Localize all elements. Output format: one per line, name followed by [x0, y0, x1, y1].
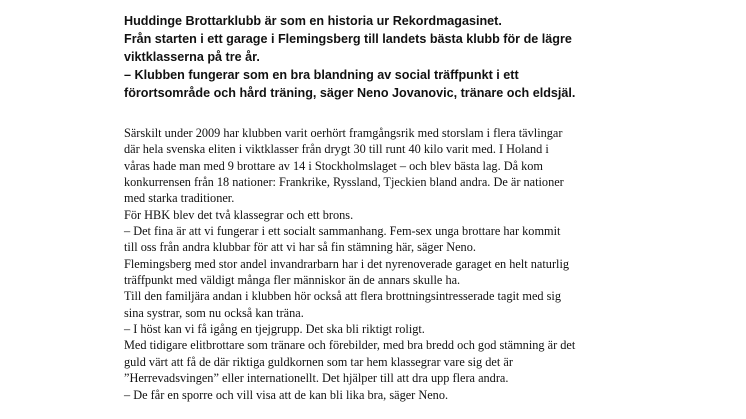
- body-line: ”Herrevadsvingen” eller internationellt. Det hjälper till att dra upp flera andra.: [124, 371, 509, 386]
- body-line: till oss från andra klubbar för att vi har så fin stämning här, säger Neno.: [124, 240, 476, 255]
- lead-line: viktklasserna på tre år.: [124, 49, 260, 64]
- body-line: – De får en sporre och vill visa att de kan bli lika bra, säger Neno.: [124, 387, 449, 402]
- article-body: [124, 125, 624, 403]
- lead-line: Huddinge Brottarklubb är som en historia ur Rekordmagasinet.: [124, 14, 502, 28]
- lead-line: Från starten i ett garage i Flemingsberg till landets bästa klubb för de lägre: [124, 31, 572, 46]
- lead-line: förortsområde och hård träning, säger Neno Jovanovic, tränare och eldsjäl.: [124, 85, 576, 100]
- body-line: – I höst kan vi få igång en tjejgrupp. Det ska bli riktigt roligt.: [124, 322, 425, 337]
- body-line: – Det fina är att vi fungerar i ett socialt sammanhang. Fem-sex unga brottare har kommit: [124, 224, 561, 239]
- body-line: Till den familjära andan i klubben hör också att flera brottningsintresserade tagit med sig: [124, 289, 561, 304]
- body-line: med starka traditioner.: [124, 191, 235, 206]
- article-lead: [124, 13, 624, 103]
- body-line: För HBK blev det två klassegrar och ett brons.: [124, 207, 354, 222]
- body-line: våras hade man med 9 brottare av 14 i Stockholmslaget – och blev bästa lag. Då kom: [124, 158, 544, 173]
- body-line: guld värt att få de där riktiga guldkornen som tar hem klassegrar vare sig det är: [124, 354, 513, 369]
- lead-line: – Klubben fungerar som en bra blandning av social träffpunkt i ett: [124, 67, 519, 82]
- body-line: där hela svenska eliten i viktklasser från drygt 30 till runt 40 kilo varit med. I Holand i: [124, 142, 549, 157]
- body-line: Särskilt under 2009 har klubben varit oerhört framgångsrik med storslam i flera tävlingar: [124, 126, 563, 140]
- body-line: Med tidigare elitbrottare som tränare och förebilder, med bra bredd och god stämning är det: [124, 338, 576, 353]
- body-line: sina systrar, som nu också kan träna.: [124, 305, 304, 320]
- body-line: konkurrensen från 18 nationer: Frankrike, Ryssland, Tjeckien bland andra. De är nationer: [124, 175, 564, 190]
- body-line: Flemingsberg med stor andel invandrarbarn har i det nyrenoverade garaget en helt naturlig: [124, 256, 570, 271]
- body-line: träffpunkt med väldigt många fler människor än de annars skulle ha.: [124, 273, 461, 288]
